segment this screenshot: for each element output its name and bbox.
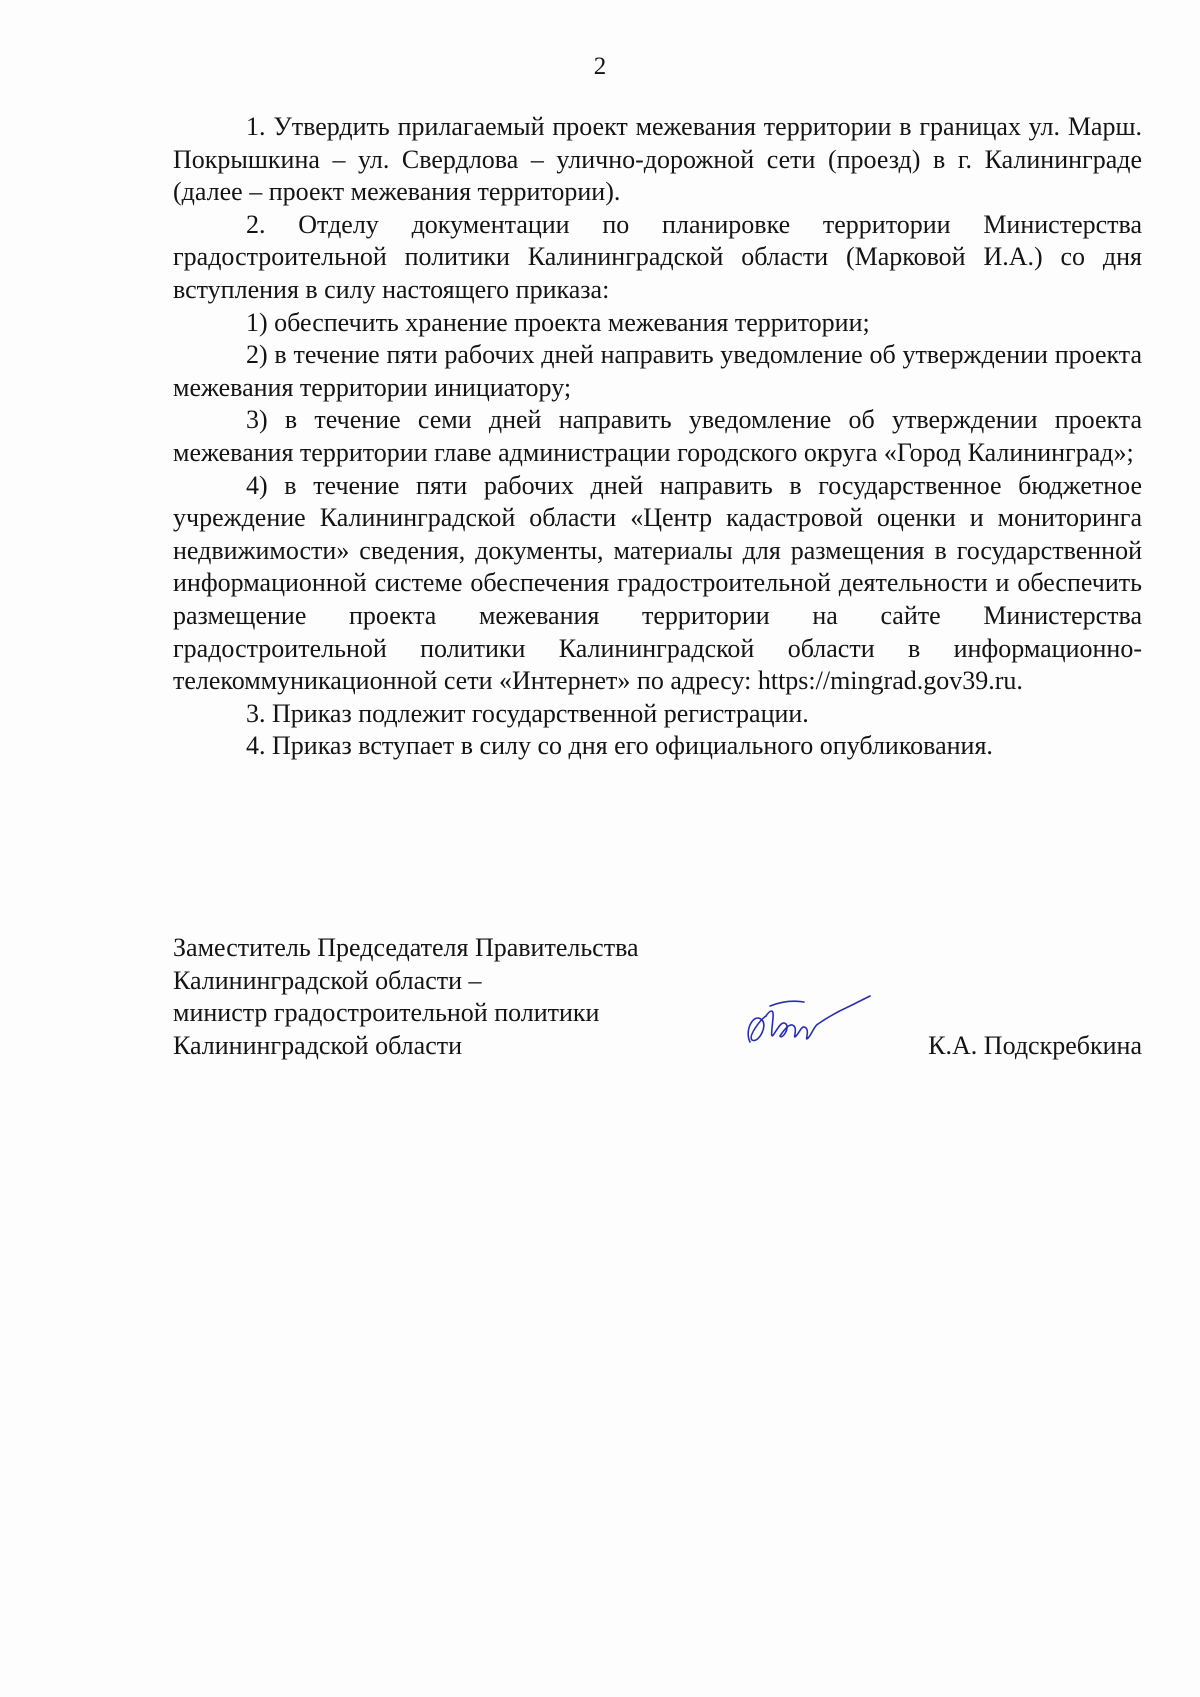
paragraph-duty-storage: 1) обеспечить хранение проекта межевания территории; (246, 307, 870, 337)
paragraph-duty-notify-initiator: 2) в течение пяти рабочих дней направить уведомление об утверждении проекта межевания территории инициатору; (173, 340, 1142, 402)
signatory-title-line: министр градостроительной политики (173, 998, 600, 1028)
signatory-name: К.А. Подскребкина (928, 1031, 1142, 1060)
paragraph-approve-project: 1. Утвердить прилагаемый проект межевания территории в границах ул. Марш. Покрышкина – ул. Свердлова – улично-дорожной сети (проезд) в г. Калининграде (далее – проект межевания территории). (173, 112, 1142, 207)
paragraph-department-duties: 2. Отделу документации по планировке территории Министерства градостроительной политики Калининградской области (Марковой И.А.) со дня вступления в силу настоящего приказа: (173, 209, 1142, 304)
signatory-title (173, 932, 673, 1062)
paragraph-duty-notify-administration: 3) в течение семи дней направить уведомление об утверждении проекта межевания территории главе администрации городского округа «Город Калининград»; (173, 405, 1142, 467)
paragraph-duty-publish: 4) в течение пяти рабочих дней направить в государственное бюджетное учреждение Калининградской области «Центр кадастровой оценки и мониторинга недвижимости» сведения, документы, материалы для размещения в государственной информационной системе обеспечения градостроительной деятельности и обеспечить размещение проекта межевания территории на сайте Министерства градостроительной политики Калининградской области в информационно-телекоммуникационной сети «Интернет» по адресу: https://mingrad.gov39.ru. (173, 470, 1142, 696)
signatory-title-line: Калининградской области (173, 1030, 463, 1060)
signatory-title-line: Калининградской области – (173, 965, 482, 995)
page-number: 2 (593, 53, 607, 80)
order-body (173, 111, 1142, 763)
paragraph-registration: 3. Приказ подлежит государственной регистрации. (246, 698, 809, 728)
paragraph-entry-into-force: 4. Приказ вступает в силу со дня его официального опубликования. (246, 731, 993, 761)
signatory-title-line: Заместитель Председателя Правительства (173, 933, 639, 962)
handwritten-signature (740, 990, 880, 1060)
